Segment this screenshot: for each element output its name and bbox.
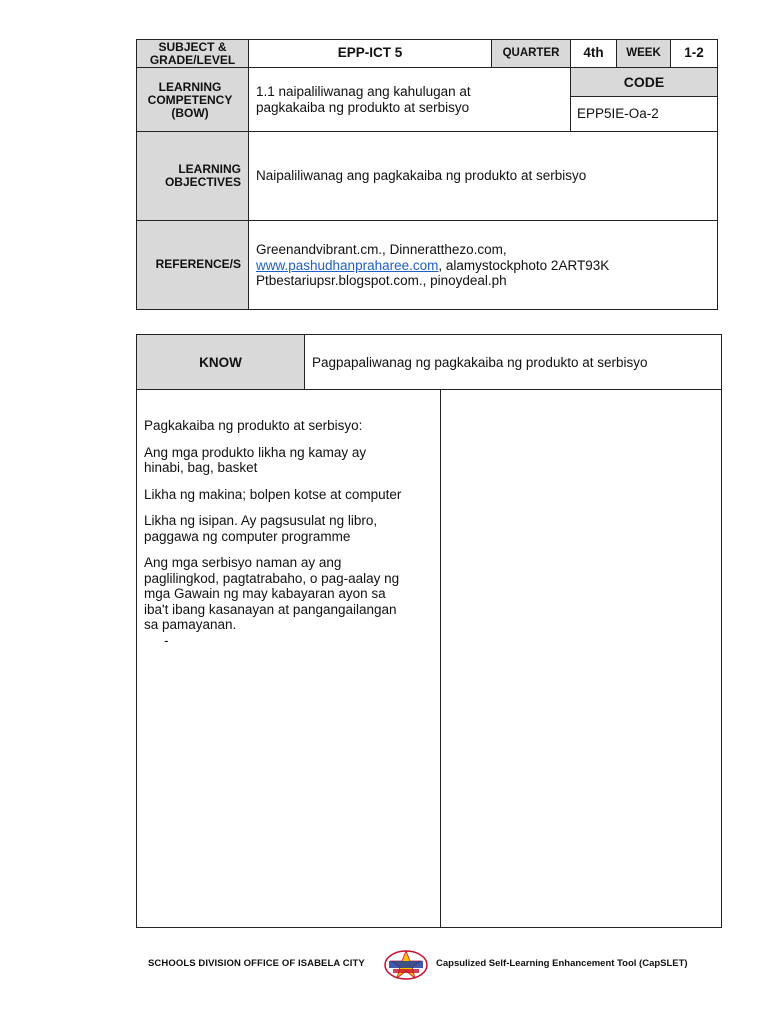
content-paragraph: Pagkakaiba ng produkto at serbisyo: <box>144 418 363 433</box>
week-value: 1-2 <box>684 45 704 60</box>
references-line-1: Greenandvibrant.cm., Dinneratthezo.com, <box>256 242 507 257</box>
footer-division-text: SCHOOLS DIVISION OFFICE OF ISABELA CITY <box>148 958 365 969</box>
know-value: Pagpapaliwanag ng pagkakaiba ng produkto at serbisyo <box>312 355 648 370</box>
footer-capslet-text: Capsulized Self-Learning Enhancement Tool (CapSLET) <box>436 958 688 969</box>
capslet-logo <box>383 948 429 982</box>
references-line-2: www.pashudhanpraharee.com, alamystockphoto 2ART93K <box>256 257 610 273</box>
week-label: WEEK <box>626 47 661 59</box>
know-label: KNOW <box>199 355 242 370</box>
code-value: EPP5IE-Oa-2 <box>577 106 659 121</box>
content-paragraph: Likha ng isipan. Ay pagsusulat ng libro, paggawa ng computer programme <box>144 513 378 544</box>
subject-grade-label: SUBJECT & GRADE/LEVEL <box>149 40 236 67</box>
learning-objectives-value: Naipaliliwanag ang pagkakaiba ng produkto at serbisyo <box>256 168 587 183</box>
bullet-dash: - <box>164 632 169 648</box>
reference-link[interactable]: www.pashudhanpraharee.com <box>256 257 439 273</box>
content-paragraph: Ang mga serbisyo naman ay ang paglilingkod, pagtatrabaho, o pag-aalay ng mga Gawain ng may kabayaran ayon sa iba't ibang kasanayan at pangangailangan sa pamayanan. <box>144 555 400 632</box>
references-value <box>256 242 711 289</box>
learning-competency-label: LEARNING COMPETENCY (BOW) <box>147 80 233 120</box>
references-label: REFERENCE/S <box>155 257 241 271</box>
code-label: CODE <box>623 74 665 90</box>
quarter-value: 4th <box>583 45 604 60</box>
quarter-label: QUARTER <box>502 47 560 59</box>
know-content <box>144 418 436 648</box>
learning-objectives-label: LEARNING OBJECTIVES <box>164 162 241 189</box>
subject-value: EPP-ICT 5 <box>337 45 403 60</box>
references-line-3: Ptbestariupsr.blogspot.com., pinoydeal.ph <box>256 273 507 288</box>
content-paragraph: Ang mga produkto likha ng kamay ay hinabi, bag, basket <box>144 444 367 475</box>
content-paragraph: Likha ng makina; bolpen kotse at computer <box>144 486 402 502</box>
learning-competency-value: 1.1 naipaliliwanag ang kahulugan at pagkakaiba ng produkto at serbisyo <box>256 84 471 115</box>
